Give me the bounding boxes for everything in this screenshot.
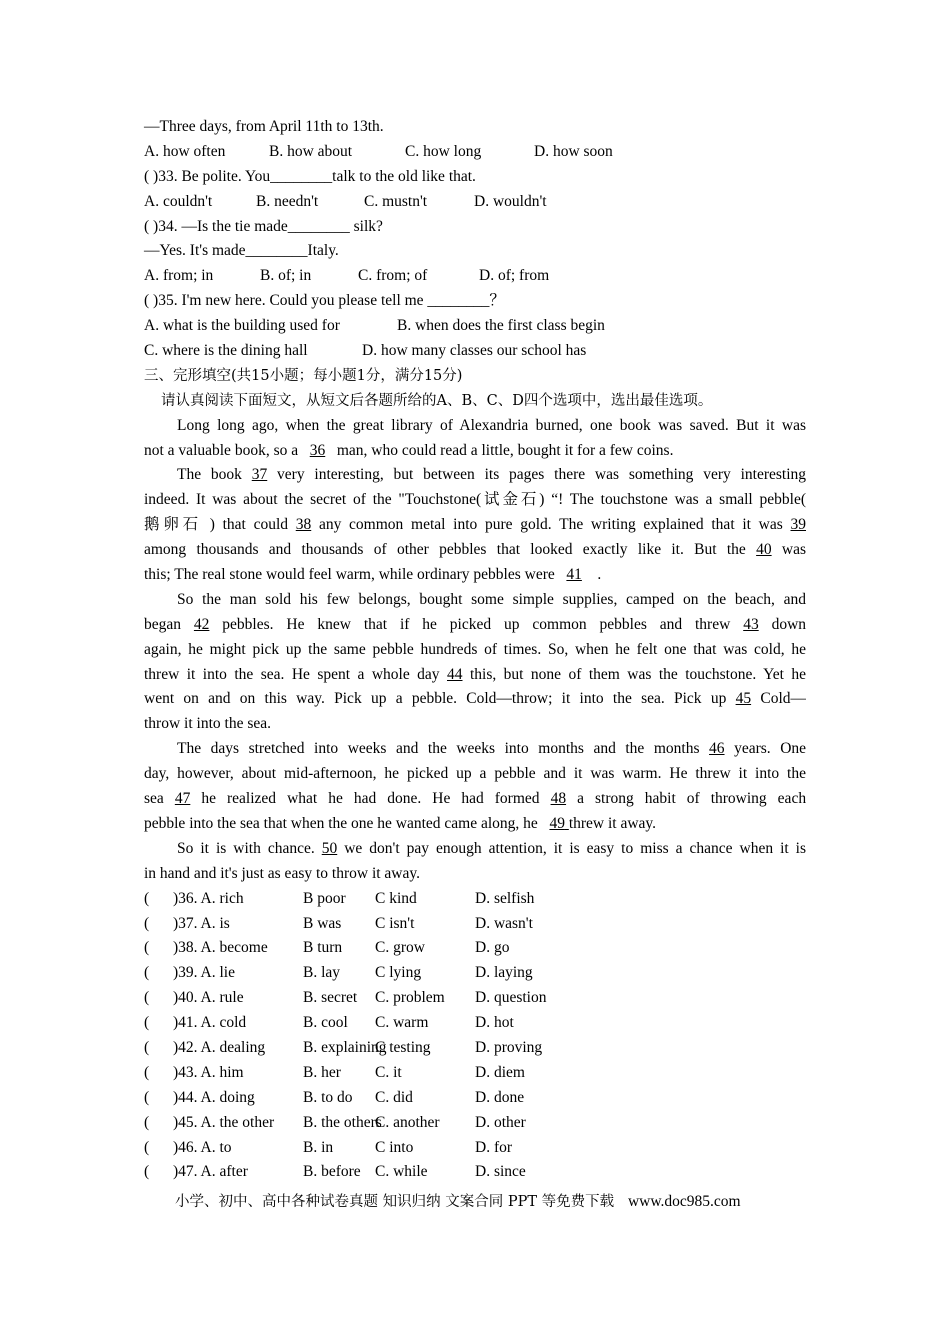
passage-line: threw it into the sea. He spent a whole day 44 this, but none of them was the touchstone. Yet he — [144, 665, 806, 683]
option-d: D. wasn't — [475, 914, 533, 932]
cloze-question-row — [144, 936, 806, 961]
passage-line: not a valuable book, so a 36 man, who could read a little, bought it for a few coins. — [144, 441, 674, 459]
blank-47: 47 — [174, 790, 191, 808]
answer-paren: ( — [144, 1063, 150, 1081]
blank-48: 48 — [550, 790, 567, 808]
option-c: C. while — [375, 1163, 428, 1181]
option-d: D. done — [475, 1088, 525, 1106]
q35-option-c: C. where is the dining hall — [144, 342, 308, 360]
cloze-question-row — [144, 1086, 806, 1111]
cloze-question-row — [144, 961, 806, 986]
question-number-option-a: )43. A. him — [173, 1063, 244, 1081]
option-b: B. lay — [303, 964, 341, 982]
option-c: C isn't — [375, 914, 415, 932]
blank-44: 44 — [447, 665, 463, 683]
passage-line: went on and on this way. Pick up a pebble. Cold—throw; it into the sea. Pick up 45 Cold— — [144, 690, 806, 708]
passage-line: throw it into the sea. — [144, 715, 271, 733]
section-instruction: 请认真阅读下面短文，从短文后各题所给的A、B、C、D四个选项中，选出最佳选项。 — [161, 392, 713, 409]
passage-line: this; The real stone would feel warm, while ordinary pebbles were 41 . — [144, 566, 602, 584]
blank-50: 50 — [321, 839, 338, 857]
passage-line: again, he might pick up the same pebble hundreds of times. So, when he felt one that was cold, he — [144, 640, 806, 658]
question-number-option-a: )37. A. is — [173, 914, 230, 932]
footer-url: www.doc985.com — [627, 1193, 741, 1210]
q34-stem-reply: —Yes. It's made________Italy. — [144, 242, 339, 260]
q32-option-a: A. how often — [144, 142, 226, 160]
option-b: B. cool — [303, 1014, 348, 1032]
passage-line: pebble into the sea that when the one he wanted came along, he 49 threw it away. — [144, 814, 657, 832]
answer-paren: ( — [144, 989, 150, 1007]
cloze-question-row — [144, 1111, 806, 1136]
option-b: B. her — [303, 1063, 341, 1081]
option-b: B. secret — [303, 989, 358, 1007]
blank-49: 49 — [549, 814, 565, 832]
answer-paren: ( — [144, 939, 150, 957]
answer-paren: ( — [144, 1038, 150, 1056]
cloze-question-row — [144, 1036, 806, 1061]
cloze-question-row — [144, 1136, 806, 1161]
passage-line: Long long ago, when the great library of Alexandria burned, one book was saved. But it was — [177, 416, 806, 434]
option-d: D. go — [475, 939, 510, 957]
q35-option-a: A. what is the building used for — [144, 317, 340, 335]
q32-answer-line: —Three days, from April 11th to 13th. — [144, 118, 384, 135]
answer-paren: ( — [144, 1138, 150, 1156]
blank-45: 45 — [735, 690, 752, 708]
option-b: B. to do — [303, 1088, 353, 1106]
question-number-option-a: )40. A. rule — [173, 989, 244, 1007]
option-b: B. before — [303, 1163, 361, 1181]
answer-paren: ( — [144, 1088, 150, 1106]
q35-stem: ( )35. I'm new here. Could you please tell me ________？ — [144, 292, 505, 310]
blank-41: 41 — [566, 566, 582, 584]
footer-text: 小学、初中、高中各种试卷真题 知识归纳 文案合同 PPT 等免费下载 — [175, 1194, 615, 1210]
question-number-option-a: )47. A. after — [173, 1163, 248, 1181]
q33-option-d: D. wouldn't — [474, 192, 547, 210]
answer-paren: ( — [144, 1014, 150, 1032]
q32-options — [144, 140, 806, 165]
q35-options-row2 — [144, 339, 806, 364]
q35-options-row1 — [144, 314, 806, 339]
cloze-question-row — [144, 1160, 806, 1185]
q33-option-b: B. needn't — [256, 192, 319, 210]
option-d: D. proving — [475, 1038, 543, 1056]
cloze-question-row — [144, 912, 806, 937]
q33-option-c: C. mustn't — [364, 192, 428, 210]
q32-option-b: B. how about — [269, 142, 353, 160]
passage-line: indeed. It was about the secret of the "Touchstone(试金石) “! The touchstone was a small pebble( — [144, 491, 806, 509]
option-d: D. laying — [475, 964, 533, 982]
cloze-question-list — [144, 887, 806, 1186]
answer-paren: ( — [144, 914, 150, 932]
passage-line: The book 37 very interesting, but between its pages there was something very interesting — [177, 466, 806, 484]
option-d: D. selfish — [475, 889, 535, 907]
q35-option-b: B. when does the first class begin — [397, 317, 605, 335]
question-number-option-a: )38. A. become — [173, 939, 268, 957]
footer — [175, 1190, 741, 1211]
option-b: B poor — [303, 889, 346, 907]
option-b: B. in — [303, 1138, 334, 1156]
answer-paren: ( — [144, 1113, 150, 1131]
option-c: C. did — [375, 1088, 413, 1106]
q33-stem: ( )33. Be polite. You________talk to the old like that. — [144, 167, 476, 185]
question-number-option-a: )44. A. doing — [173, 1088, 255, 1106]
answer-paren: ( — [144, 889, 150, 907]
blank-39: 39 — [790, 516, 806, 534]
question-number-option-a: )46. A. to — [173, 1138, 232, 1156]
blank-36: 36 — [309, 441, 326, 459]
option-b: B. the others — [303, 1113, 382, 1131]
option-c: C. another — [375, 1113, 440, 1131]
option-b: B turn — [303, 939, 343, 957]
answer-paren: ( — [144, 1163, 150, 1181]
blank-37: 37 — [251, 466, 268, 484]
q34-option-a: A. from; in — [144, 267, 214, 285]
blank-43: 43 — [743, 615, 759, 633]
option-c: C. warm — [375, 1014, 429, 1032]
option-b: B was — [303, 914, 342, 932]
q34-stem: ( )34. —Is the tie made________ silk? — [144, 217, 383, 235]
q33-option-a: A. couldn't — [144, 192, 213, 210]
option-c: C kind — [375, 889, 417, 907]
q32-option-c: C. how long — [405, 142, 482, 160]
blank-38: 38 — [295, 516, 312, 534]
passage-line: The days stretched into weeks and the weeks into months and the months 46 years. One — [177, 740, 806, 758]
passage-line: began 42 pebbles. He knew that if he picked up common pebbles and threw 43 down — [144, 615, 806, 633]
question-number-option-a: )42. A. dealing — [173, 1038, 266, 1056]
option-d: D. since — [475, 1163, 526, 1181]
option-d: D. diem — [475, 1063, 525, 1081]
question-number-option-a: )36. A. rich — [173, 889, 244, 907]
option-c: C into — [375, 1138, 414, 1156]
exam-page — [144, 115, 806, 1185]
q34-options — [144, 264, 806, 289]
q34-option-c: C. from; of — [358, 267, 428, 285]
cloze-question-row — [144, 1011, 806, 1036]
q34-option-d: D. of; from — [479, 267, 550, 285]
blank-42: 42 — [193, 615, 210, 633]
option-b: B. explaining — [303, 1038, 387, 1056]
blank-40: 40 — [756, 541, 772, 559]
option-d: D. question — [475, 989, 547, 1007]
passage-line: in hand and it's just as easy to throw it away. — [144, 864, 421, 882]
question-number-option-a: )41. A. cold — [173, 1014, 247, 1032]
passage-line: So it is with chance. 50 we don't pay enough attention, it is easy to miss a chance when it is — [177, 839, 806, 857]
cloze-question-row — [144, 887, 806, 912]
cloze-question-row — [144, 986, 806, 1011]
cloze-question-row — [144, 1061, 806, 1086]
passage-line: sea 47 he realized what he had done. He had formed 48 a strong habit of throwing each — [144, 790, 806, 808]
blank-46: 46 — [709, 740, 725, 758]
option-c: C. it — [375, 1063, 402, 1081]
passage-line: day, however, about mid-afternoon, he picked up a pebble and it was warm. He threw it into the — [144, 765, 806, 783]
passage-line: So the man sold his few belongs, bought some simple supplies, camped on the beach, and — [177, 590, 806, 608]
option-d: D. hot — [475, 1014, 514, 1032]
passage-line: 鹅卵石 ) that could 38 any common metal into pure gold. The writing explained that it was 39 — [144, 516, 806, 534]
question-number-option-a: )39. A. lie — [173, 964, 235, 982]
option-d: D. other — [475, 1113, 526, 1131]
q32-option-d: D. how soon — [534, 142, 613, 160]
question-number-option-a: )45. A. the other — [173, 1113, 275, 1131]
q34-option-b: B. of; in — [260, 267, 312, 285]
passage-line: among thousands and thousands of other pebbles that looked exactly like it. But the 40 was — [144, 541, 806, 559]
option-d: D. for — [475, 1138, 513, 1156]
section-heading: 三、完形填空(共15小题；每小题1分，满分15分) — [144, 367, 463, 384]
q33-options — [144, 190, 806, 215]
option-c: C testing — [375, 1038, 431, 1056]
option-c: C. problem — [375, 989, 445, 1007]
q35-option-d: D. how many classes our school has — [362, 342, 587, 360]
answer-paren: ( — [144, 964, 150, 982]
option-c: C. grow — [375, 939, 425, 957]
option-c: C lying — [375, 964, 422, 982]
